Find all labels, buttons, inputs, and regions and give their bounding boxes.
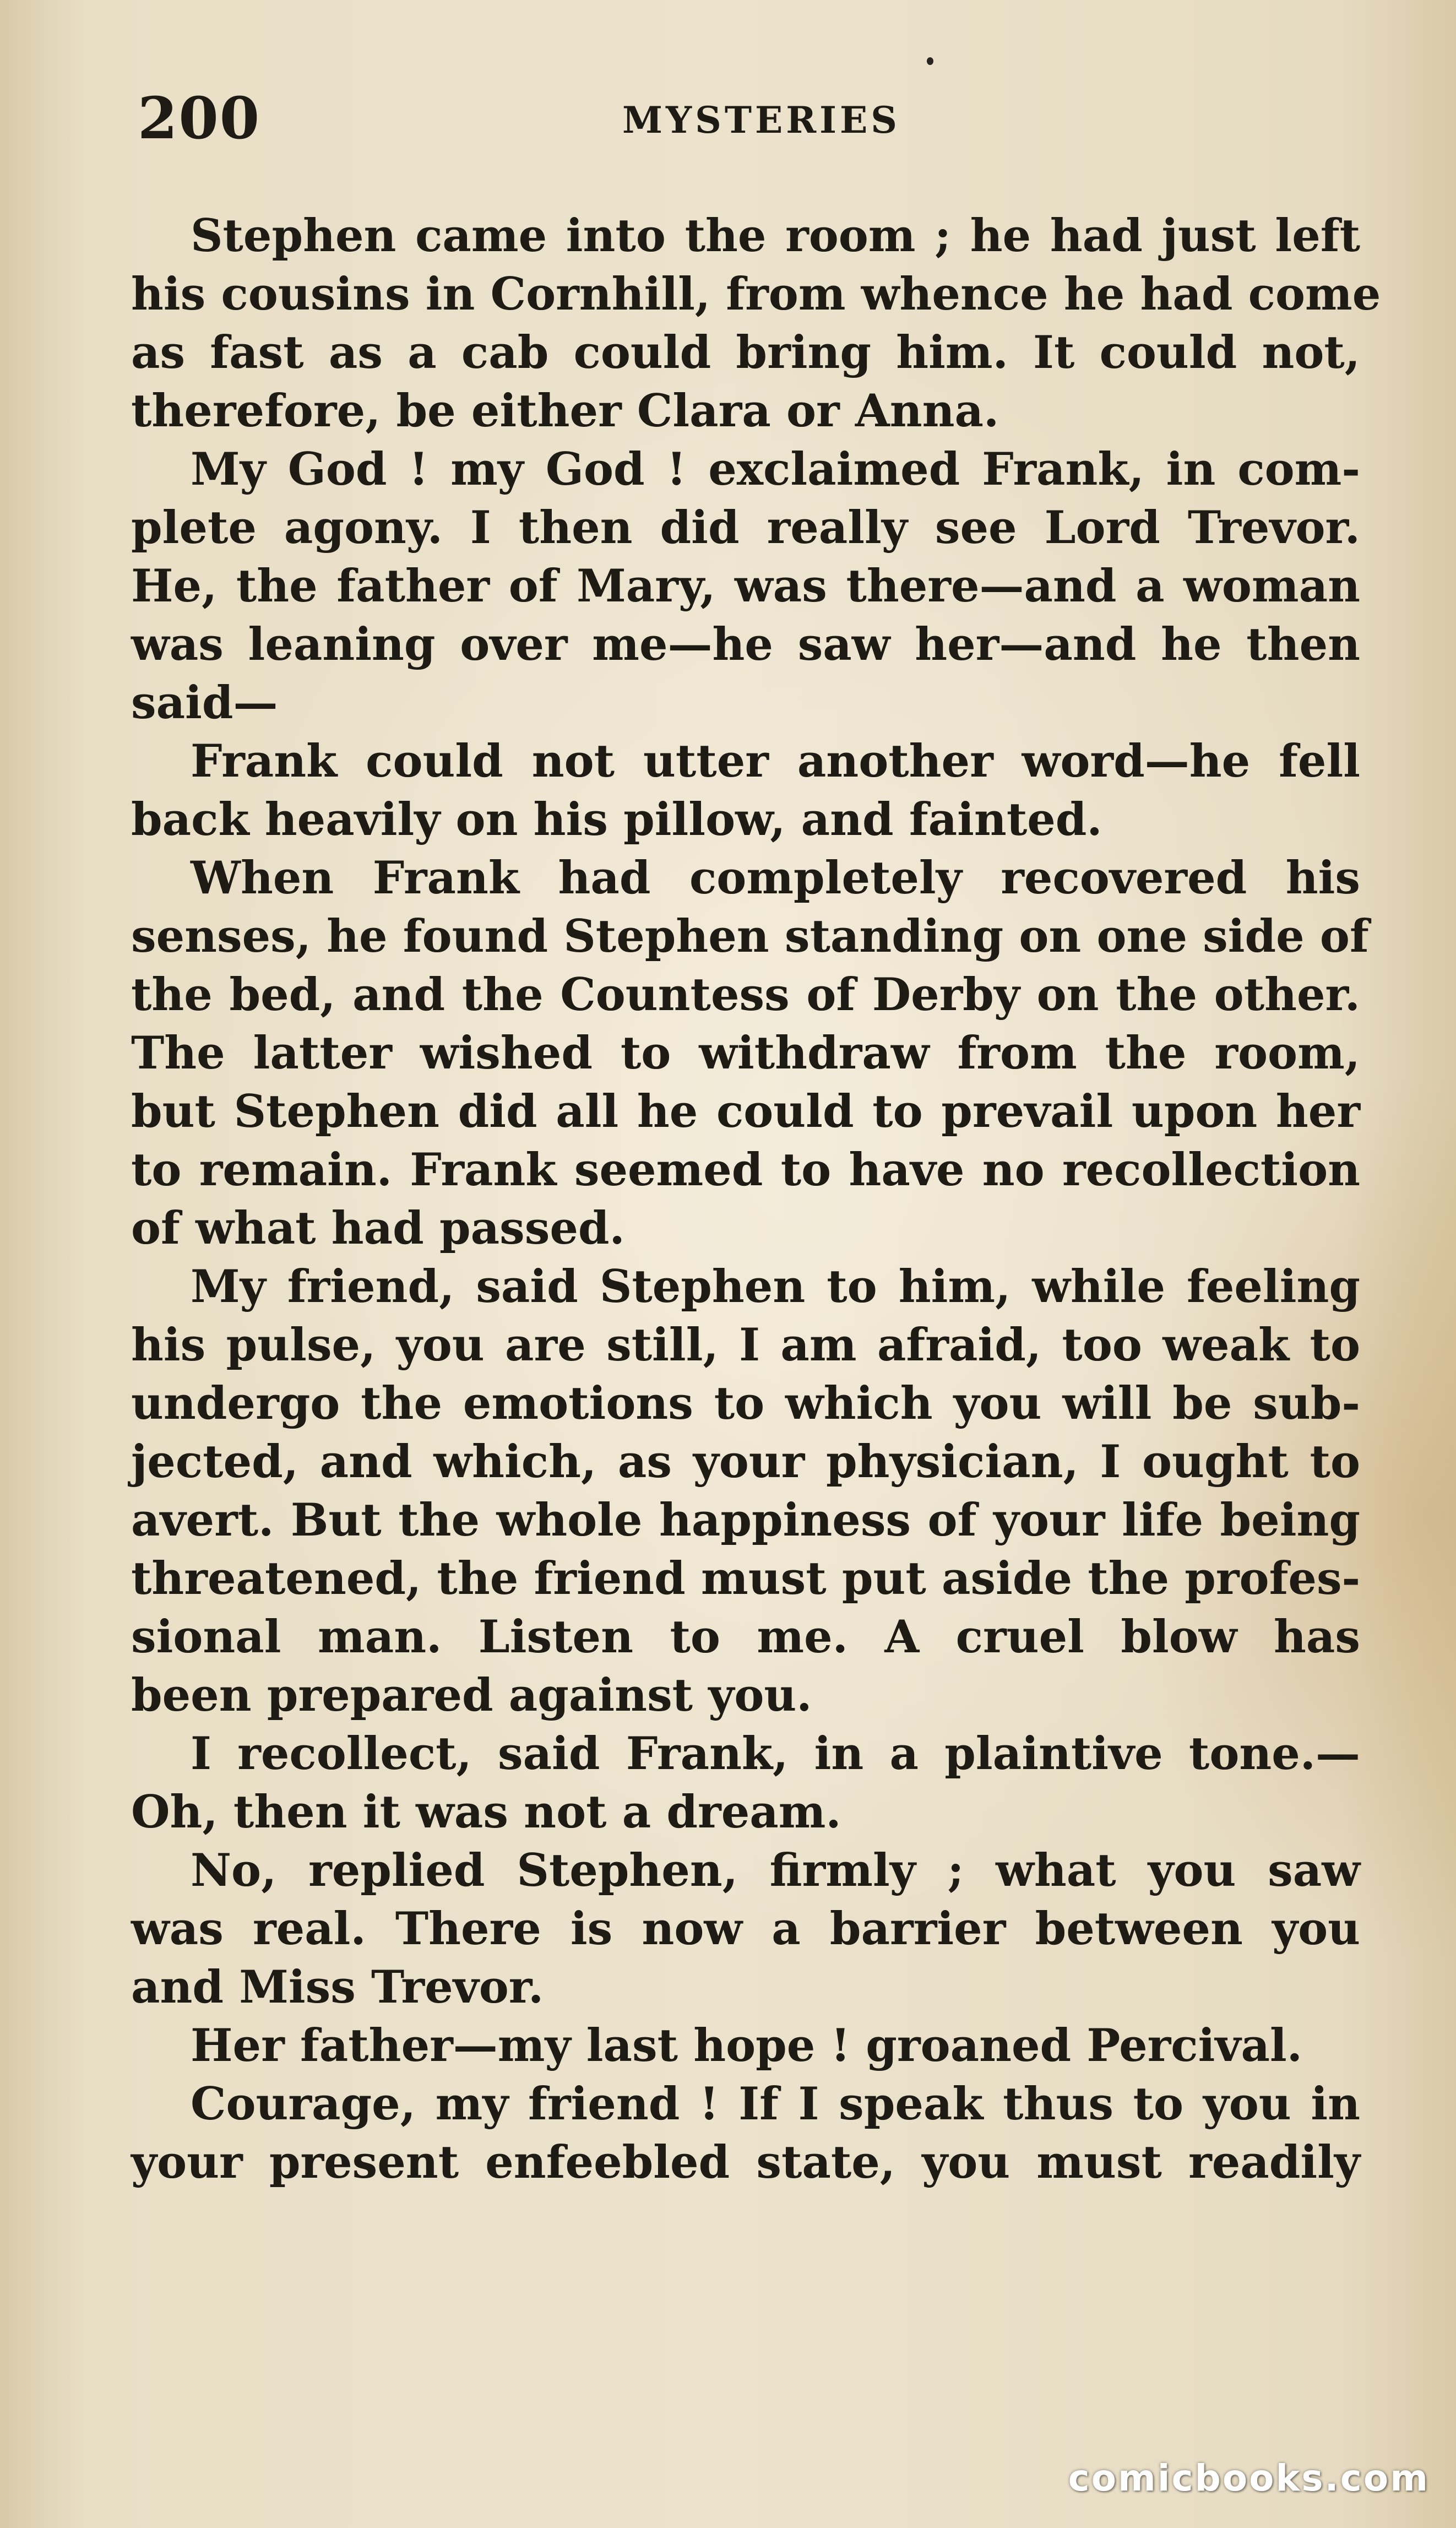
text-line: The latter wished to withdraw from the room,	[131, 1027, 1360, 1079]
text-line: of what had passed.	[131, 1202, 625, 1255]
text-line: your present enfeebled state, you must readily	[131, 2136, 1360, 2189]
text-line: Courage, my friend ! If I speak thus to you in	[191, 2078, 1360, 2130]
text-line: Oh, then it was not a dream.	[131, 1786, 841, 1838]
page-header	[138, 83, 1366, 154]
paragraph	[131, 1258, 1360, 1725]
text-line: said—	[131, 677, 278, 729]
text-line: sional man. Listen to me. A cruel blow has	[131, 1611, 1360, 1663]
text-line: When Frank had completely recovered his	[191, 852, 1360, 904]
text-line: the bed, and the Countess of Derby on the other.	[131, 969, 1360, 1021]
text-line: been prepared against you.	[131, 1669, 812, 1722]
text-line: was real. There is now a barrier between you	[131, 1903, 1360, 1955]
text-line: as fast as a cab could bring him. It could not,	[131, 327, 1360, 379]
text-line: My friend, said Stephen to him, while feeling	[191, 1261, 1360, 1313]
text-line: plete agony. I then did really see Lord Trevor.	[131, 502, 1360, 554]
text-line: his cousins in Cornhill, from whence he had come	[131, 268, 1381, 321]
text-line: back heavily on his pillow, and fainted.	[131, 794, 1102, 846]
body-text	[131, 207, 1381, 2192]
text-line: No, replied Stephen, firmly ; what you saw	[191, 1845, 1360, 1897]
text-line: but Stephen did all he could to prevail upon her	[131, 1086, 1360, 1138]
paragraph	[131, 2075, 1360, 2192]
text-line: avert. But the whole happiness of your life being	[131, 1494, 1360, 1547]
text-line: jected, and which, as your physician, I ought to	[131, 1436, 1360, 1488]
paragraph	[131, 1725, 1360, 1842]
text-line: to remain. Frank seemed to have no recollection	[131, 1144, 1360, 1196]
text-line: was leaning over me—he saw her—and he then	[131, 619, 1360, 671]
text-line: Frank could not utter another word—he fell	[191, 735, 1360, 788]
text-line: threatened, the friend must put aside the profes-	[131, 1553, 1361, 1605]
text-line: He, the father of Mary, was there—and a woman	[131, 560, 1360, 612]
text-line: I recollect, said Frank, in a plaintive tone.—	[191, 1728, 1360, 1780]
page-number: 200	[138, 84, 261, 152]
paragraph	[131, 1842, 1360, 2017]
paragraph	[131, 733, 1360, 849]
running-head: MYSTERIES	[622, 99, 900, 142]
paragraph	[131, 207, 1381, 441]
text-line: Stephen came into the room ; he had just left	[191, 210, 1360, 262]
paragraph	[131, 441, 1360, 733]
paragraph	[131, 849, 1369, 1258]
text-line: Her father—my last hope ! groaned Percival.	[191, 2020, 1302, 2072]
text-line: and Miss Trevor.	[131, 1961, 544, 2014]
text-line: My God ! my God ! exclaimed Frank, in com-	[191, 443, 1360, 496]
site-watermark: comicbooks.com	[1068, 2457, 1430, 2499]
text-line: senses, he found Stephen standing on one side of	[131, 910, 1369, 963]
text-line: undergo the emotions to which you will be sub-	[131, 1377, 1360, 1430]
text-line: his pulse, you are still, I am afraid, too weak to	[131, 1319, 1360, 1371]
text-line: therefore, be either Clara or Anna.	[131, 385, 999, 437]
ink-speck	[927, 57, 933, 65]
paragraph	[131, 2017, 1360, 2075]
